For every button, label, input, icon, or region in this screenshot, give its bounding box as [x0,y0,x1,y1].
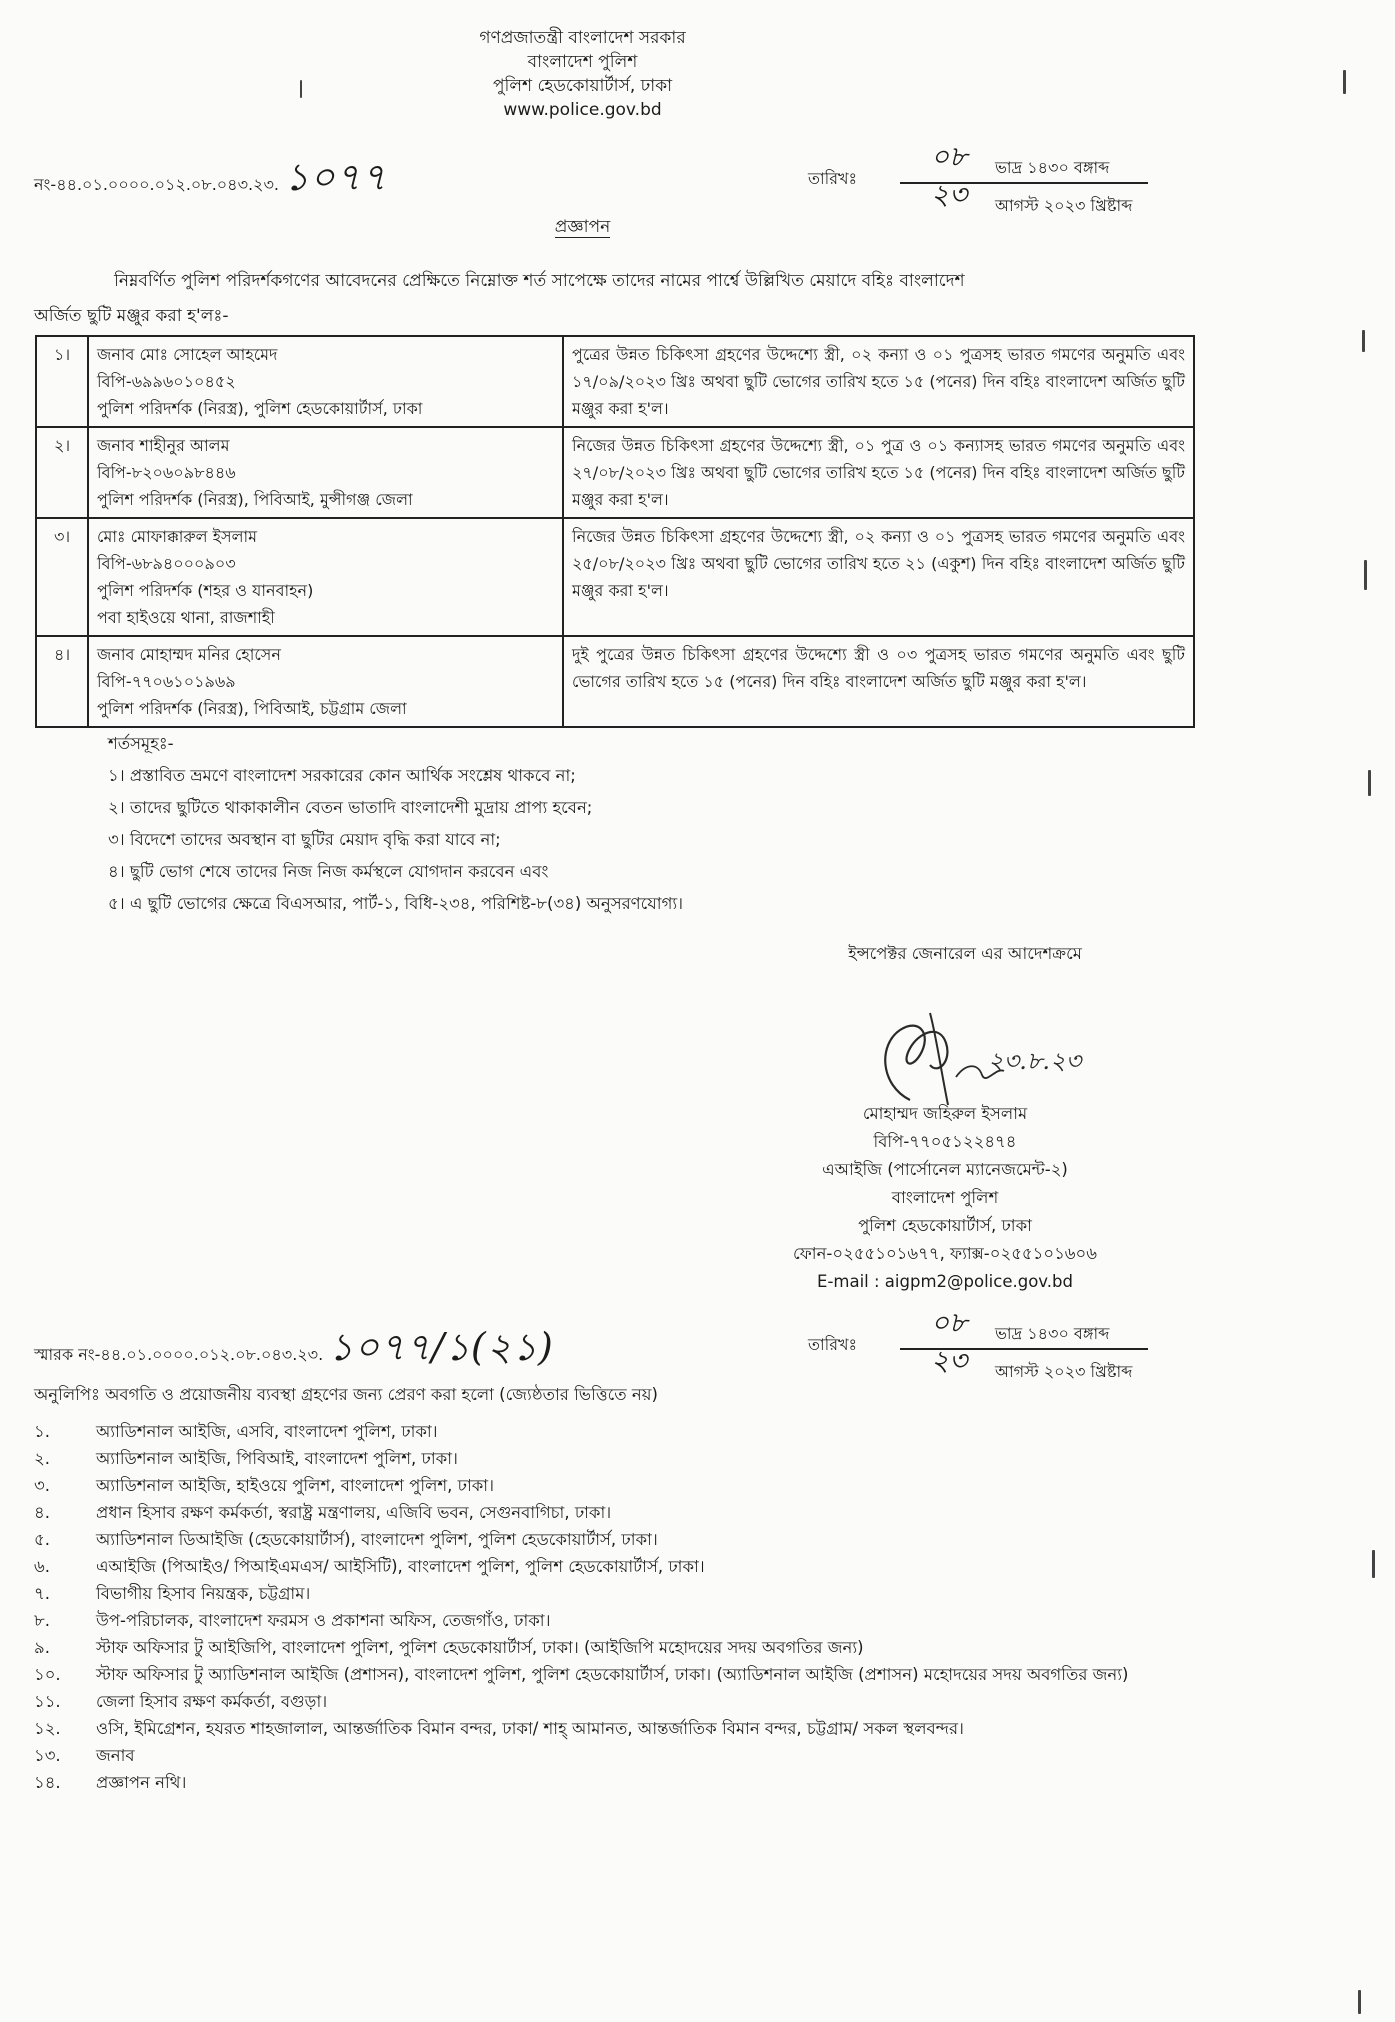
header-office: পুলিশ হেডকোয়ার্টার্স, ঢাকা [492,76,673,96]
copy-date-label: তারিখঃ [808,1335,858,1354]
list-item-number: ৪. [34,1503,50,1522]
row-serial: ২। [36,427,88,518]
copy-memo-date [808,1306,1148,1386]
header-website: www.police.gov.bd [503,100,662,120]
leave-details: পুত্রের উন্নত চিকিৎসা গ্রহণের উদ্দেশ্যে স্ত্রী, ০২ কন্যা ও ০১ পুত্রসহ ভারত গমণের অনুমতি এবং ১৭/০৯/২০২৩ খ্রিঃ অথবা ছুটি ভোগের তারিখ হতে ১৫ (পনের) দিন বহিঃ বাংলাদেশ অর্জিত ছুটি মঞ্জুর করা হ'ল। [563,336,1194,427]
condition-item: ২। তাদের ছুটিতে থাকাকালীন বেতন ভাতাদি বাংলাদেশী মুদ্রায় প্রাপ্য হবেন; [108,798,593,817]
date-label: তারিখঃ [808,169,858,188]
copy-intro: অনুলিপিঃ অবগতি ও প্রয়োজনীয় ব্যবস্থা গ্রহণের জন্য প্রেরণ করা হলো (জ্যেষ্ঠতার ভিত্তিতে নয়) [34,1385,658,1404]
date-bangla-rest: ভাদ্র ১৪৩০ বঙ্গাব্দ [995,158,1110,177]
copy-date-english-day: ২৩ [930,1343,968,1377]
signature-date: ২৩.৮.২৩ [988,1047,1082,1075]
condition-item: ৪। ছুটি ভোগ শেষে তাদের নিজ নিজ কর্মস্থলে যোগদান করবেন এবং [108,862,549,881]
list-item-text: স্টাফ অফিসার টু আইজিপি, বাংলাদেশ পুলিশ, পুলিশ হেডকোয়ার্টার্স, ঢাকা। (আইজিপি মহোদয়ের সদয় অবগতির জন্য) [96,1638,864,1657]
list-item-number: ৫. [34,1530,50,1549]
memo-number-handwritten: ১০৭৭ [284,155,388,199]
intro-line-2: অর্জিত ছুটি মঞ্জুর করা হ'লঃ- [34,306,229,326]
list-item [34,1553,1174,1580]
officer-designation: পুলিশ পরিদর্শক (শহর ও যানবাহন) [97,581,314,600]
memo-number [34,155,388,199]
list-item-number: ১৪. [34,1773,61,1792]
order-line: ইন্সপেক্টর জেনারেল এর আদেশক্রমে [848,944,1082,963]
list-item [34,1472,1174,1499]
signatory-designation: এআইজি (পার্সোনেল ম্যানেজমেন্ট-২) [822,1160,1068,1179]
row-serial: ৩। [36,518,88,636]
notification-title-wrap [0,214,1165,242]
list-item [34,1634,1174,1661]
officer-unit: পবা হাইওয়ে থানা, রাজশাহী [97,608,275,627]
copy-date-bangla-day: ০৮ [930,1306,968,1339]
signatory-bp: বিপি-৭৭০৫১২২৪৭৪ [873,1132,1017,1151]
letterhead [0,26,1165,122]
list-item-text: অ্যাডিশনাল আইজি, এসবি, বাংলাদেশ পুলিশ, ঢাকা। [96,1422,438,1441]
conditions-block [108,728,683,920]
leave-table [35,335,1195,728]
condition-item: ১। প্রস্তাবিত ভ্রমণে বাংলাদেশ সরকারের কোন আর্থিক সংশ্লেষ থাকবে না; [108,766,576,785]
row-serial: ১। [36,336,88,427]
notification-title: প্রজ্ঞাপন [554,217,611,237]
copy-recipients-list [34,1418,1174,1796]
copy-date-bangla-rest: ভাদ্র ১৪৩০ বঙ্গাব্দ [995,1324,1110,1343]
scan-mark [1362,330,1365,352]
date-bangla-day: ০৮ [930,140,968,173]
list-item [34,1661,1174,1688]
list-item [34,1607,1174,1634]
signatory-email: E-mail : aigpm2@police.gov.bd [817,1272,1073,1291]
list-item-number: ১. [34,1422,50,1441]
list-item-text: জনাব [96,1746,135,1765]
list-item-text: বিভাগীয় হিসাব নিয়ন্ত্রক, চট্টগ্রাম। [96,1584,311,1603]
memo-date [808,140,1148,220]
list-item-text: প্রজ্ঞাপন নথি। [96,1773,187,1792]
officer-designation: পুলিশ পরিদর্শক (নিরস্ত্র), পিবিআই, চট্টগ্রাম জেলা [97,699,407,718]
copy-memo-number [34,1325,554,1369]
list-item-number: ১০. [34,1665,61,1684]
conditions-heading: শর্তসমূহঃ- [108,734,174,753]
list-item-number: ৭. [34,1584,50,1603]
list-item-number: ১১. [34,1692,61,1711]
officer-cell [88,336,563,427]
list-item-text: অ্যাডিশনাল ডিআইজি (হেডকোয়ার্টার্স), বাংলাদেশ পুলিশ, পুলিশ হেডকোয়ার্টার্স, ঢাকা। [96,1530,658,1549]
list-item-text: জেলা হিসাব রক্ষণ কর্মকর্তা, বগুড়া। [96,1692,328,1711]
officer-cell [88,427,563,518]
officer-name: মোঃ মোফাক্কারুল ইসলাম [97,527,258,546]
list-item [34,1418,1174,1445]
scan-mark [1343,70,1346,94]
signatory-office: পুলিশ হেডকোয়ার্টার্স, ঢাকা [858,1216,1032,1235]
header-govt: গণপ্রজাতন্ত্রী বাংলাদেশ সরকার [479,28,686,48]
list-item-number: ১৩. [34,1746,61,1765]
leave-details: নিজের উন্নত চিকিৎসা গ্রহণের উদ্দেশ্যে স্ত্রী, ০১ পুত্র ও ০১ কন্যাসহ ভারত গমণের অনুমতি এবং ২৭/০৮/২০২৩ খ্রিঃ অথবা ছুটি ভোগের তারিখ হতে ১৫ (পনের) দিন বহিঃ বাংলাদেশ অর্জিত ছুটি মঞ্জুর করা হ'ল। [563,427,1194,518]
scan-mark [300,80,302,98]
scan-mark [1368,770,1371,796]
officer-designation: পুলিশ পরিদর্শক (নিরস্ত্র), পুলিশ হেডকোয়ার্টার্স, ঢাকা [97,399,423,418]
officer-cell [88,518,563,636]
intro-line-1: নিম্নবর্ণিত পুলিশ পরিদর্শকগণের আবেদনের প্রেক্ষিতে নিম্নোক্ত শর্ত সাপেক্ষে তাদের নামের পার্শ্বে উল্লিখিত মেয়াদে বহিঃ বাংলাদেশ [114,271,965,291]
list-item-text: উপ-পরিচালক, বাংলাদেশ ফরমস ও প্রকাশনা অফিস, তেজগাঁও, ঢাকা। [96,1611,551,1630]
officer-bp: বিপি-৮২০৬০৯৮৪৪৬ [97,463,236,482]
list-item-text: স্টাফ অফিসার টু অ্যাডিশনাল আইজি (প্রশাসন), বাংলাদেশ পুলিশ, পুলিশ হেডকোয়ার্টার্স, ঢাকা। (অ্যাডিশনাল আইজি (প্রশাসন) মহোদয়ের সদয় অবগতির জন্য) [96,1665,1129,1684]
table-row [36,427,1194,518]
scan-mark [1364,560,1367,590]
scan-mark [1372,1550,1375,1578]
list-item-number: ৮. [34,1611,50,1630]
leave-details: দুই পুত্রের উন্নত চিকিৎসা গ্রহণের উদ্দেশ্যে স্ত্রী ও ০৩ পুত্রসহ ভারত গমণের অনুমতি এবং ছুটি ভোগের তারিখ হতে ১৫ (পনের) দিন বহিঃ বাংলাদেশ অর্জিত ছুটি মঞ্জুর করা হ'ল। [563,636,1194,727]
leave-details: নিজের উন্নত চিকিৎসা গ্রহণের উদ্দেশ্যে স্ত্রী, ০২ কন্যা ও ০১ পুত্রসহ ভারত গমণের অনুমতি এবং ২৫/০৮/২০২৩ খ্রিঃ অথবা ছুটি ভোগের তারিখ হতে ২১ (একুশ) দিন বহিঃ বাংলাদেশ অর্জিত ছুটি মঞ্জুর করা হ'ল। [563,518,1194,636]
officer-name: জনাব শাহীনুর আলম [97,436,230,455]
date-english-rest: আগস্ট ২০২৩ খ্রিষ্টাব্দ [995,195,1133,215]
list-item [34,1445,1174,1472]
officer-bp: বিপি-৬৯৯৬০১০৪৫২ [97,372,236,391]
condition-item: ৫। এ ছুটি ভোগের ক্ষেত্রে বিএসআর, পার্ট-১, বিধি-২৩৪, পরিশিষ্ট-৮(৩৪) অনুসরণযোগ্য। [108,894,684,913]
header-org: বাংলাদেশ পুলিশ [527,52,638,72]
list-item-text: এআইজি (পিআইও/ পিআইএমএস/ আইসিটি), বাংলাদেশ পুলিশ, পুলিশ হেডকোয়ার্টার্স, ঢাকা। [96,1557,705,1576]
condition-item: ৩। বিদেশে তাদের অবস্থান বা ছুটির মেয়াদ বৃদ্ধি করা যাবে না; [108,830,501,849]
copy-memo-handwritten: ১০৭৭/১(২১) [328,1325,554,1369]
table-row [36,518,1194,636]
list-item-number: ৩. [34,1476,50,1495]
signatory-block [780,1100,1110,1296]
list-item [34,1769,1174,1796]
list-item-number: ৯. [34,1638,50,1657]
list-item [34,1580,1174,1607]
list-item-text: অ্যাডিশনাল আইজি, হাইওয়ে পুলিশ, বাংলাদেশ পুলিশ, ঢাকা। [96,1476,494,1495]
list-item-number: ৬. [34,1557,50,1576]
list-item-text: ওসি, ইমিগ্রেশন, হযরত শাহজালাল, আন্তর্জাতিক বিমান বন্দর, ঢাকা/ শাহ্ আমানত, আন্তর্জাতিক বিমান বন্দর, চট্টগ্রাম/ সকল স্থলবন্দর। [96,1719,964,1738]
list-item [34,1526,1174,1553]
list-item [34,1715,1174,1742]
officer-name: জনাব মোঃ সোহেল আহমেদ [97,345,278,364]
list-item-text: অ্যাডিশনাল আইজি, পিবিআই, বাংলাদেশ পুলিশ, ঢাকা। [96,1449,458,1468]
officer-bp: বিপি-৭৭০৬১০১৯৬৯ [97,672,236,691]
officer-designation: পুলিশ পরিদর্শক (নিরস্ত্র), পিবিআই, মুন্সীগঞ্জ জেলা [97,490,413,509]
signature-scribble [870,1005,1110,1110]
list-item [34,1499,1174,1526]
scan-mark [1358,1990,1361,2014]
signatory-org: বাংলাদেশ পুলিশ [891,1188,999,1207]
date-english-day: ২৩ [930,177,968,211]
list-item [34,1688,1174,1715]
officer-name: জনাব মোহাম্মদ মনির হোসেন [97,645,281,664]
copy-date-english-rest: আগস্ট ২০২৩ খ্রিষ্টাব্দ [995,1361,1133,1381]
table-row [36,336,1194,427]
list-item-number: ১২. [34,1719,61,1738]
intro-paragraph [34,264,1204,334]
list-item [34,1742,1174,1769]
officer-bp: বিপি-৬৮৯৪০০০৯০৩ [97,554,236,573]
row-serial: ৪। [36,636,88,727]
table-row [36,636,1194,727]
memo-number-prefix: নং-৪৪.০১.০০০০.০১২.০৮.০৪৩.২৩. [34,175,279,194]
officer-cell [88,636,563,727]
signatory-phone: ফোন-০২৫৫১০১৬৭৭, ফ্যাক্স-০২৫৫১০১৬০৬ [793,1244,1097,1263]
signatory-name: মোহাম্মদ জহিরুল ইসলাম [862,1104,1028,1123]
list-item-number: ২. [34,1449,50,1468]
copy-memo-prefix: স্মারক নং-৪৪.০১.০০০০.০১২.০৮.০৪৩.২৩. [34,1345,324,1364]
list-item-text: প্রধান হিসাব রক্ষণ কর্মকর্তা, স্বরাষ্ট্র মন্ত্রণালয়, এজিবি ভবন, সেগুনবাগিচা, ঢাকা। [96,1503,612,1522]
